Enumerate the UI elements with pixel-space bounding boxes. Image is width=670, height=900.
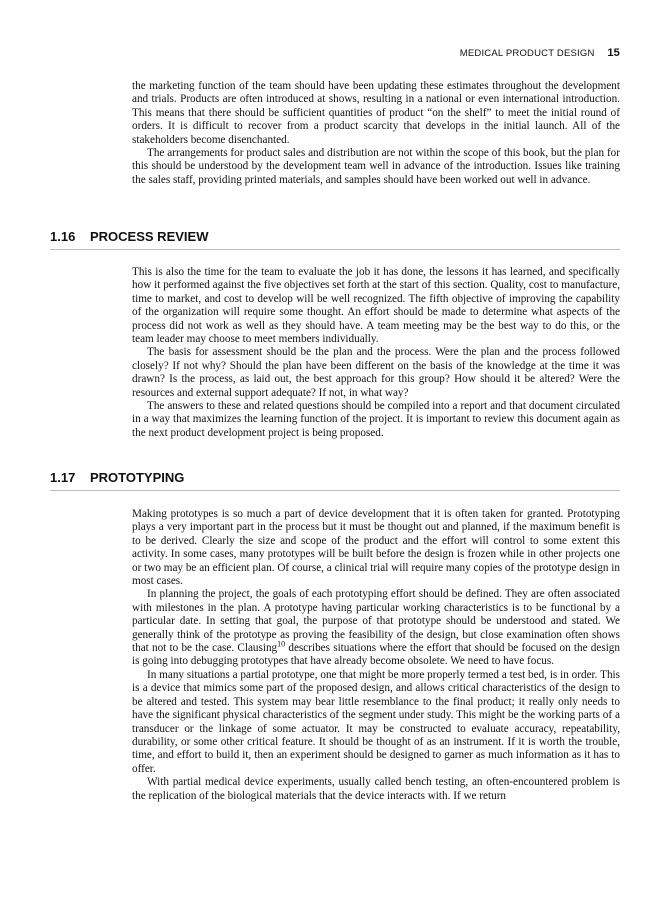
section-1-17-text: [132, 508, 620, 803]
paragraph: In many situations a partial prototype, one that might be more properly termed a test bed, is in order. This is a device that mimics some part of the proposed design, and allows critical characteristics of the design to be altered and tested. This system may bear little resemblance to the final product; it really only needs to have the significant physical characteristics of the segment under study. This might be the working parts of a transducer or the linkage of some actuator. It may be constructed to evaluate accuracy, repeatability, durability, or some other critical feature. It should be thought of as an instrument. If it is worth the trouble, time, and effort to build it, then an experiment should be designed to garner as much information as it has to offer.: [132, 668, 620, 775]
section-title: PROCESS REVIEW: [90, 229, 209, 244]
running-header: [132, 47, 620, 59]
section-number: 1.17: [50, 470, 76, 485]
paragraph-text: describes situations where the effort that should be focused on the design is going into debugging prototypes that have already become obsolete. We need to have focus.: [132, 642, 620, 668]
paragraph: The basis for assessment should be the plan and the process. Were the plan and the process followed closely? If not why? Should the plan have been different on the basis of the knowledge at the time it was drawn? Is the process, as laid out, the best approach for this group? How should it be altered? Were the resources and external support adequate? If not, in what way?: [132, 346, 620, 399]
paragraph-text: In planning the project, the goals of each prototyping effort should be defined. They are often associated with milestones in the plan. A prototype having particular working characteristics is to be functional by a particular date. In setting that goal, the purpose of that prototype should be understood and stated. We generally think of the prototype as proving the feasibility of the design, but close examination often shows that not to be the case. Clausing: [132, 588, 620, 655]
section-number: 1.16: [50, 229, 76, 244]
page-number: 15: [607, 47, 620, 59]
section-1-16-text: [132, 266, 620, 440]
paragraph: Making prototypes is so much a part of device development that it is often taken for granted. Prototyping plays a very important part in the process but it must be thought out and planned, if the maximum benefit is to be derived. Clearly the size and scope of the product and the effort will control to some extent this activity. In some cases, many prototypes will be built before the design is frozen while in other projects one or two may be an efficient plan. Of course, a clinical trial will require many copies of the prototype design in most cases.: [132, 508, 620, 588]
citation-reference: 10: [277, 639, 286, 649]
section-heading-1-17: [50, 470, 620, 491]
paragraph: This is also the time for the team to evaluate the job it has done, the lessons it has learned, and specifically how it performed against the five objectives set forth at the start of this section. Quality, cost to manufacture, time to market, and cost to develop will be well recognized. The fifth objective of improving the capability of the organization will require some thought. An effort should be made to determine what aspects of the process did not work as well as they should have. A team meeting may be the best way to do this, or the team leader may choose to meet members individually.: [132, 266, 620, 346]
intro-text: [132, 80, 620, 187]
paragraph: the marketing function of the team should have been updating these estimates throughout the development and trials. Products are often introduced at shows, resulting in a national or even international introduction. This means that there should be sufficient quantities of product “on the shelf” to meet the initial round of orders. It is difficult to recover from a product scarcity that develops in the initial launch. All of the stakeholders become disenchanted.: [132, 80, 620, 146]
paragraph: The arrangements for product sales and distribution are not within the scope of this book, but the plan for this should be understood by the development team well in advance of the introduction. Issues like training the sales staff, providing printed materials, and samples should have been worked out well in advance.: [132, 147, 620, 186]
paragraph: [132, 588, 620, 668]
paragraph: With partial medical device experiments, usually called bench testing, an often-encountered problem is the replication of the biological materials that the device interacts with. If we return: [132, 776, 620, 802]
running-header-title: MEDICAL PRODUCT DESIGN: [459, 48, 595, 59]
paragraph: The answers to these and related questions should be compiled into a report and that document circulated in a way that maximizes the learning function of the project. It is important to review this document again as the next product development project is being proposed.: [132, 400, 620, 439]
section-title: PROTOTYPING: [90, 470, 185, 485]
section-heading-1-16: [50, 229, 620, 250]
